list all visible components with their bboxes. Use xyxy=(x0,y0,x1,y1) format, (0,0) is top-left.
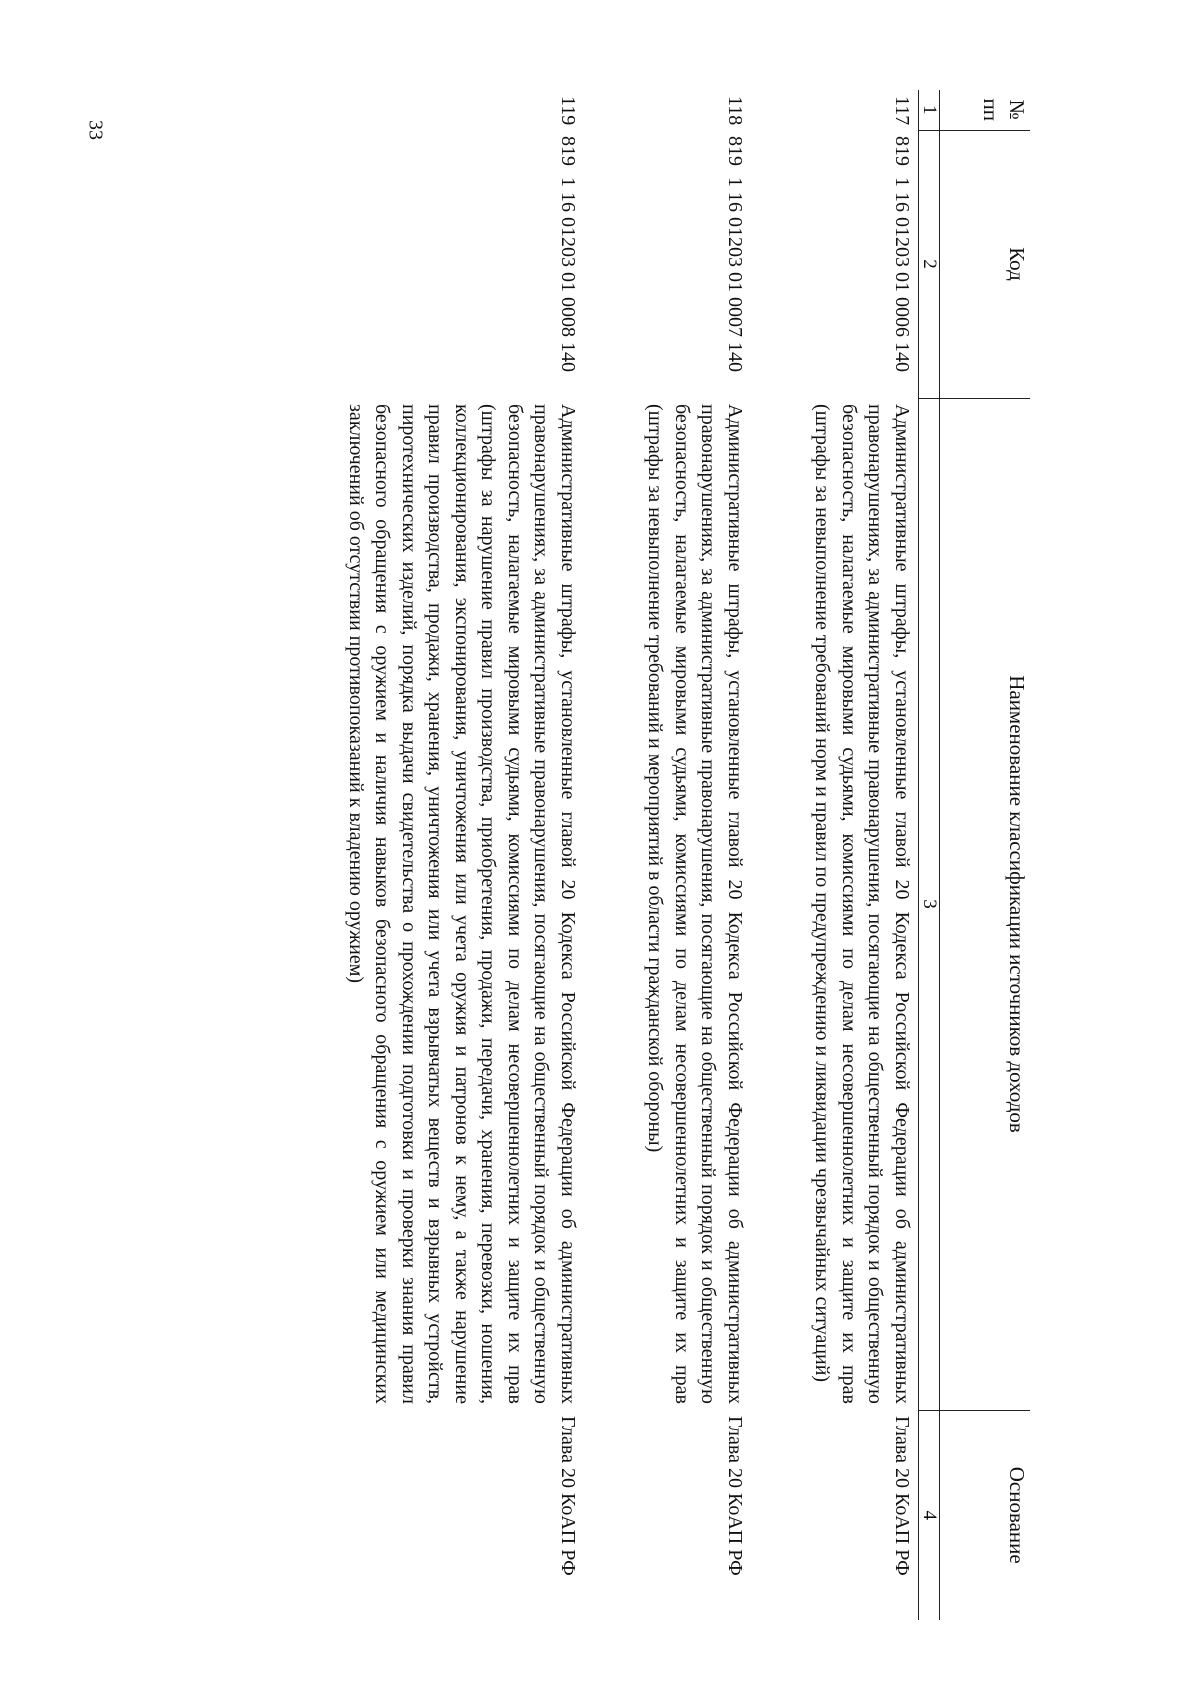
header-basis: Основание xyxy=(940,1410,1031,1620)
column-number: 1 xyxy=(919,90,940,130)
row-name: Административные штрафы, установленные главой 20 Кодекса Российской Федерации об административных правонарушениях, за административные правонарушения, посягающие на общественный порядок и общественную безопасность, налагаемые мировыми судьями, комиссиями по делам несовершеннолетних и защите их прав (штрафы за невыполнение требований и мероприятий в области гражданской обороны) xyxy=(644,404,746,1404)
row-name: Административные штрафы, установленные главой 20 Кодекса Российской Федерации об административных правонарушениях, за административные правонарушения, посягающие на общественный порядок и общественную безопасность, налагаемые мировыми судьями, комиссиями по делам несовершеннолетних и защите их прав (штрафы за невыполнение требований норм и правил по предупреждению и ликвидации чрезвычайных ситуаций) xyxy=(811,404,913,1404)
row-name: Административные штрафы, установленные главой 20 Кодекса Российской Федерации об административных правонарушениях, за административные правонарушения, посягающие на общественный порядок и общественную безопасность, налагаемые мировыми судьями, комиссиями по делам несовершеннолетних и защите их прав (штрафы за нарушение правил производства, приобретения, продажи, передачи, хранения, перевозки, ношения, коллекционирования, экспонирования, уничтожения или учета оружия и патронов к нему, а также нарушение правил производства, продажи, хранения, уничтожения или учета взрывчатых веществ и взрывных устройств, пиротехнических изделий, порядка выдачи свидетельства о прохождении подготовки и проверки знания правил безопасного обращения с оружием и наличия навыков безопасного обращения с оружием или медицинских заключений об отсутствии противопоказаний к владению оружием) xyxy=(345,404,579,1404)
column-numbers-row xyxy=(919,90,940,1620)
table-header-row xyxy=(940,90,1031,1620)
row-code xyxy=(584,130,751,398)
header-number-line1: № xyxy=(1005,99,1029,120)
table-row xyxy=(285,90,585,1620)
column-number: 2 xyxy=(919,130,940,398)
header-number xyxy=(940,90,1031,130)
row-admin-code: 819 xyxy=(891,136,913,166)
row-income-code: 1 16 01203 01 0007 140 xyxy=(724,177,746,372)
row-basis: Глава 20 КоАП РФ xyxy=(891,1416,913,1576)
row-number: 118 xyxy=(724,96,746,126)
table-row xyxy=(751,90,919,1620)
row-number: 119 xyxy=(557,96,579,126)
row-code xyxy=(285,130,585,398)
row-income-code: 1 16 01203 01 0008 140 xyxy=(557,177,579,372)
row-basis: Глава 20 КоАП РФ xyxy=(557,1416,579,1576)
column-number: 3 xyxy=(919,398,940,1410)
income-classification-table xyxy=(285,90,1031,1620)
row-admin-code: 819 xyxy=(557,136,579,166)
column-number: 4 xyxy=(919,1410,940,1620)
header-name: Наименование классификации источников доходов xyxy=(940,398,1031,1410)
table-row xyxy=(584,90,751,1620)
header-number-line2: пп xyxy=(979,98,1003,121)
rotated-table-container xyxy=(170,90,1030,1620)
header-code: Код xyxy=(940,130,1031,398)
row-income-code: 1 16 01203 01 0006 140 xyxy=(891,177,913,372)
row-admin-code: 819 xyxy=(724,136,746,166)
row-basis: Глава 20 КоАП РФ xyxy=(724,1416,746,1576)
page-number: 33 xyxy=(84,120,107,140)
row-code xyxy=(751,130,919,398)
row-number: 117 xyxy=(891,96,913,126)
